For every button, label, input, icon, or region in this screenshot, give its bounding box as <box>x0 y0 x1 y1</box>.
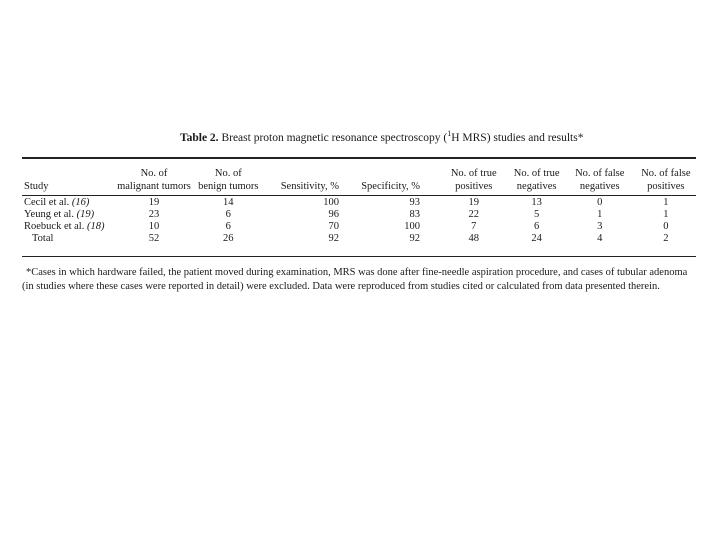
footnote-line: (in studies where these cases were reported in detail) were excluded. Data were reproduced from studies cited or calculated from data presented therein. <box>22 281 660 292</box>
table-cell: 83 <box>409 209 421 220</box>
table-cell: 6 <box>534 221 540 232</box>
study-cell: Yeung et al. (19) <box>24 209 95 220</box>
table-cell: 1 <box>663 197 669 208</box>
table-label: Table 2. <box>180 132 219 144</box>
study-cell: Roebuck et al. (18) <box>24 221 105 232</box>
table-cell: 14 <box>223 197 234 208</box>
table-cell: 24 <box>531 233 542 244</box>
header-cell-true-negatives: No. of true negatives <box>513 168 560 192</box>
header-cell-study: Study <box>24 181 49 192</box>
table-cell: 48 <box>468 233 479 244</box>
study-cell: Cecil et al. (16) <box>24 197 90 208</box>
table-row <box>22 209 696 221</box>
table-cell: 5 <box>534 209 540 220</box>
table-cell: 3 <box>597 221 603 232</box>
table-cell: 10 <box>148 221 160 232</box>
table-row <box>22 221 696 233</box>
table-top-rule <box>22 157 696 159</box>
table-cell: 70 <box>328 221 339 232</box>
total-row <box>22 233 696 245</box>
table-footnote <box>22 266 696 294</box>
header-cell-true-positives: No. of true positives <box>450 168 497 192</box>
footnote-line: *Cases in which hardware failed, the patient moved during examination, MRS was done after fine-needle aspiration procedure, and cases of tubular adenoma <box>26 267 688 278</box>
table-cell: 52 <box>148 233 160 244</box>
table-cell: 100 <box>323 197 339 208</box>
header-cell-benign: No. of benign tumors <box>198 168 259 192</box>
table-cell: 19 <box>468 197 479 208</box>
table-cell: 100 <box>404 221 421 232</box>
results-table <box>22 161 696 245</box>
header-cell-malignant: No. of malignant tumors <box>117 168 191 192</box>
table-cell: 6 <box>225 209 231 220</box>
table-bottom-rule <box>22 256 696 257</box>
table-cell: 93 <box>409 197 421 208</box>
table-cell: 19 <box>148 197 160 208</box>
table-cell: 13 <box>531 197 542 208</box>
table-cell: 26 <box>223 233 234 244</box>
header-cell-specificity: Specificity, % <box>361 181 421 192</box>
header-cell-false-positives: No. of false positives <box>641 168 691 192</box>
table-cell: 1 <box>663 209 669 220</box>
table-cell: 92 <box>409 233 421 244</box>
header-cell-false-negatives: No. of false negatives <box>575 168 625 192</box>
caption-superscript: 1 <box>447 129 452 139</box>
table-cell: 23 <box>148 209 160 220</box>
table-cell: 7 <box>471 221 477 232</box>
total-label: Total <box>32 233 54 244</box>
header-cell-sensitivity: Sensitivity, % <box>280 181 339 192</box>
table-cell: 0 <box>597 197 603 208</box>
table-cell: 22 <box>468 209 479 220</box>
table-cell: 4 <box>597 233 603 244</box>
table-cell: 1 <box>597 209 603 220</box>
caption-text: Breast proton magnetic resonance spectroscopy ( <box>218 132 448 144</box>
table-cell: 6 <box>225 221 231 232</box>
table-caption <box>180 131 700 145</box>
table-cell: 0 <box>663 221 669 232</box>
table-cell: 92 <box>328 233 339 244</box>
header-row <box>22 161 696 193</box>
caption-text-end: H MRS) studies and results* <box>451 132 584 144</box>
table-row <box>22 197 696 209</box>
table-cell: 96 <box>328 209 339 220</box>
table-cell: 2 <box>663 233 669 244</box>
